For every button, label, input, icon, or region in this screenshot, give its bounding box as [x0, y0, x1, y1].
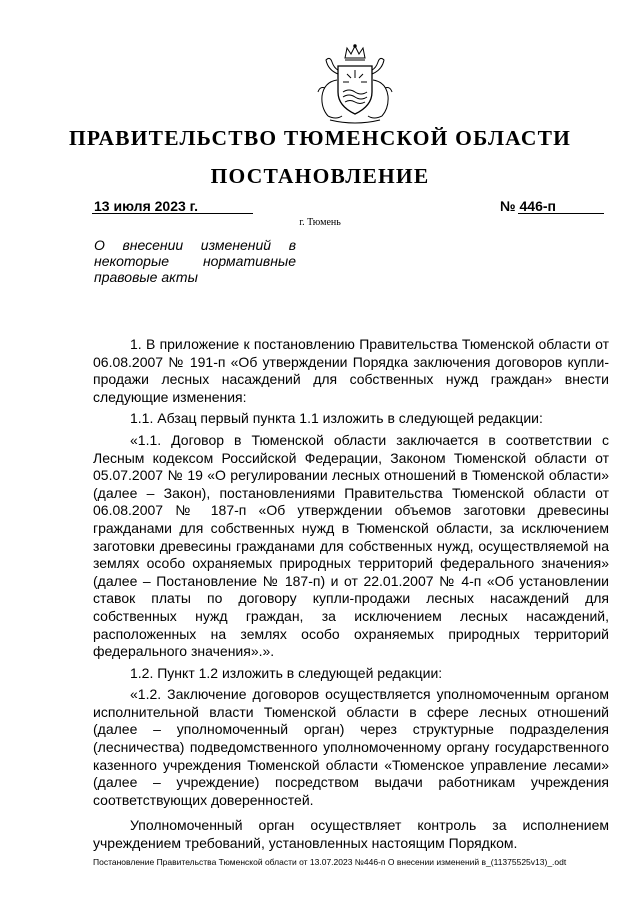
number-underline	[518, 213, 604, 214]
document-subject: О внесении изменений в некоторые нормативные правовые акты	[94, 237, 296, 285]
footer-filename: Постановление Правительства Тюменской области от 13.07.2023 №446-п О внесении изменений в_(11375525v13)_.odt	[93, 857, 567, 867]
paragraph-control: Уполномоченный орган осуществляет контроль за исполнением учреждением требований, установленных настоящим Порядком.	[93, 817, 609, 852]
paragraph-1: 1. В приложение к постановлению Правительства Тюменской области от 06.08.2007 № 191-п «Об утверждении Порядка заключения договоров купли-продажи лесных насаждений для собственных нужд граждан» внести следующие изменения:	[93, 336, 609, 405]
document-type-title: ПОСТАНОВЛЕНИЕ	[210, 164, 430, 188]
paragraph-1-1: 1.1. Абзац первый пункта 1.1 изложить в следующей редакции:	[130, 410, 543, 427]
paragraph-1-2-text: «1.2. Заключение договоров осуществляется уполномоченным органом исполнительной власти Тюменской области в сфере лесных отношений (далее – уполномоченный орган) через структурные подразделения (лесничества) подведомственного уполномоченному органу государственного казенного учреждения Тюменской области «Тюменское управление лесами» (далее – учреждение) посредством выдачи работникам учреждения соответствующих доверенностей.	[93, 686, 609, 808]
government-title: ПРАВИТЕЛЬСТВО ТЮМЕНСКОЙ ОБЛАСТИ	[68, 126, 572, 150]
document-body	[93, 336, 609, 857]
paragraph-1-2: 1.2. Пункт 1.2 изложить в следующей редакции:	[130, 664, 443, 681]
date-underline	[92, 213, 253, 214]
city-label: г. Тюмень	[299, 217, 341, 228]
document-date: 13 июля 2023 г.	[94, 198, 198, 214]
paragraph-1-1-text: «1.1. Договор в Тюменской области заключается в соответствии с Лесным кодексом Российской Федерации, Законом Тюменской области от 05.07.2007 № 19 «О регулировании лесных отношений в Тюменской области» (далее – Закон), постановлениями Правительства Тюменской области от 06.08.2007 № 187-п «Об утверждении объемов заготовки древесины гражданами для собственных нужд в Тюменской области, за исключением заготовки древесины гражданами для собственных нужд, осуществляемой на землях особо охраняемых природных территорий федерального значения» (далее – Постановление № 187-п) и от 22.01.2007 № 4-п «Об установлении ставок платы по договору купли-продажи лесных насаждений для собственных нужд граждан, за исключением лесных насаждений, расположенных на землях особо охраняемых природных территорий федерального значения».».	[93, 431, 609, 660]
document-number: № 446-п	[500, 198, 556, 214]
coat-of-arms-icon	[316, 44, 394, 124]
